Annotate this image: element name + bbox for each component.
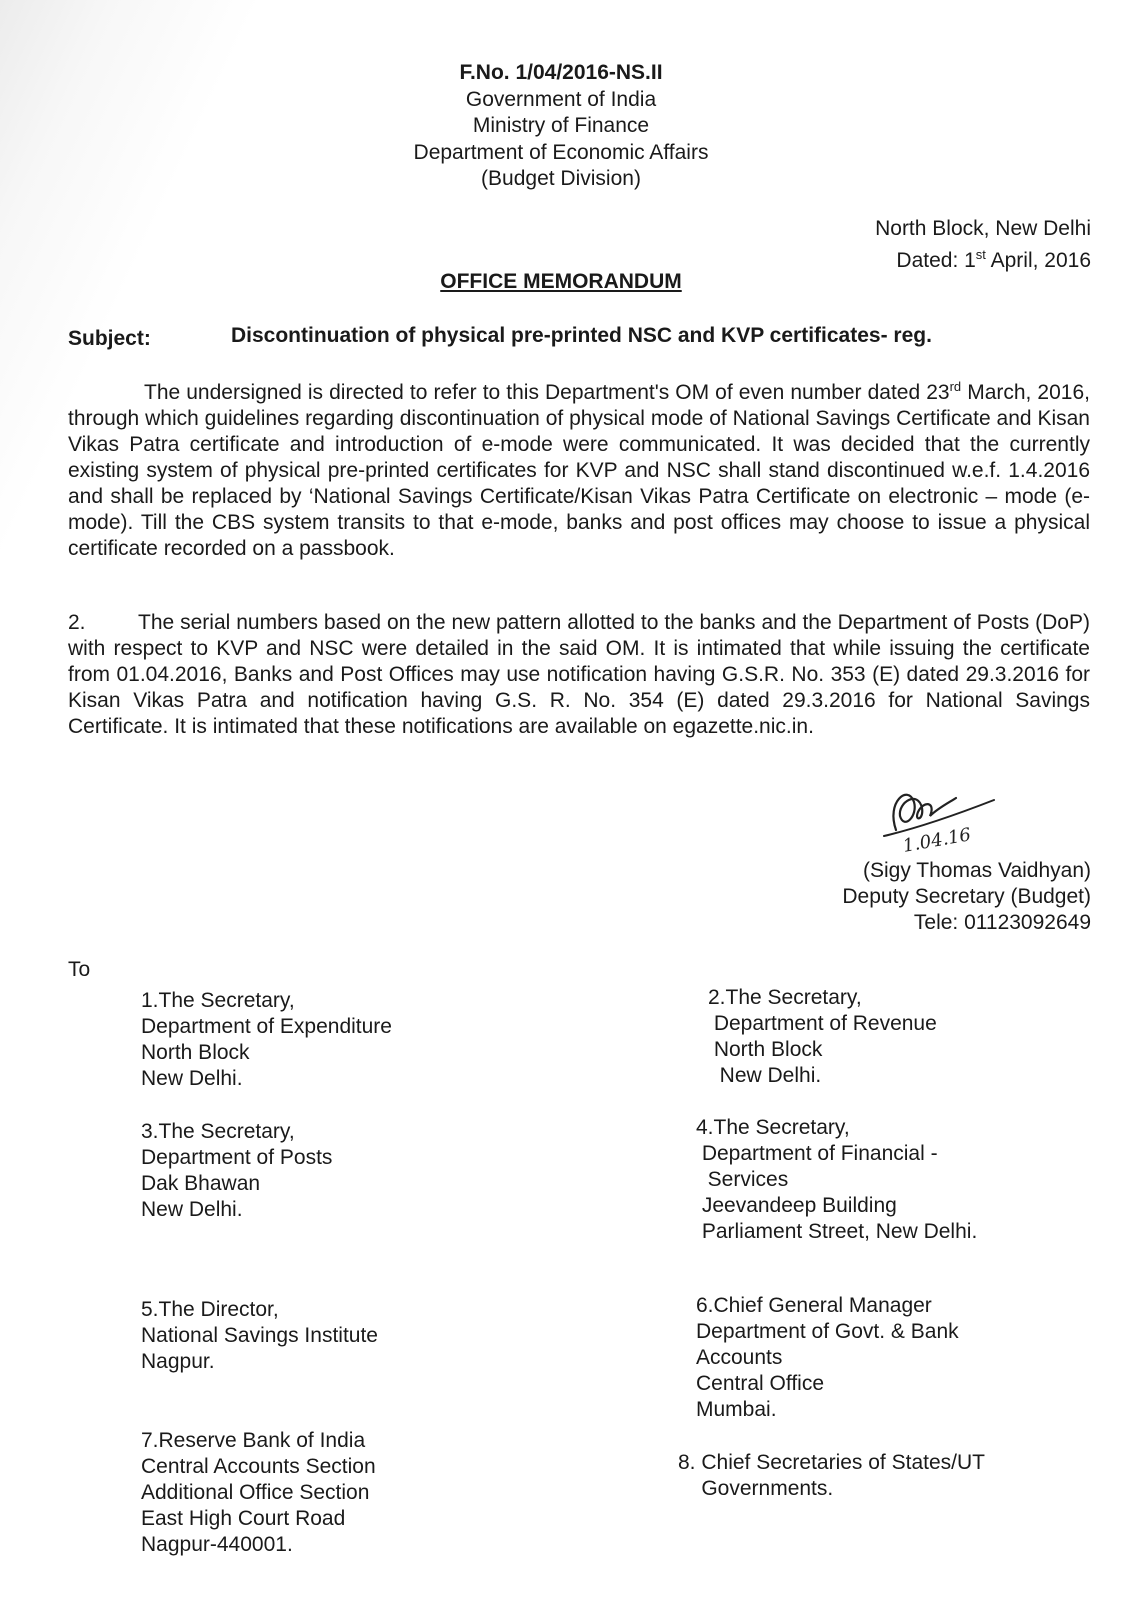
addressee-5: 5.The Director, National Savings Institute Nagpur. (141, 1298, 378, 1373)
signature-date: 1.04.16 (901, 824, 973, 857)
addressee-6: 6.Chief General Manager Department of Govt. & Bank Accounts Central Office Mumbai. (696, 1294, 959, 1421)
place-date-block (875, 216, 1091, 274)
signatory-designation: Deputy Secretary (Budget) (842, 885, 1091, 908)
addressee-7: 7.Reserve Bank of India Central Accounts Section Additional Office Section East High Court Road Nagpur-440001. (141, 1429, 376, 1556)
letterhead (0, 60, 1122, 193)
signatory-block (842, 858, 1091, 936)
addressee-4: 4.The Secretary, Department of Financial - Services Jeevandeep Building Parliament Street, New Delhi. (696, 1116, 978, 1243)
letterhead-line-4: (Budget Division) (481, 167, 641, 190)
paragraph-1-sup: rd (949, 379, 962, 394)
letterhead-line-1: Government of India (465, 87, 657, 111)
letterhead-line-3: Department of Economic Affairs (413, 140, 709, 164)
signatory-phone: Tele: 01123092649 (913, 911, 1091, 934)
letterhead-line-2: Ministry of Finance (472, 114, 650, 137)
place: North Block, New Delhi (875, 217, 1091, 240)
addressee-8: 8. Chief Secretaries of States/UT Governments. (678, 1451, 985, 1500)
paragraph-1 (68, 374, 1090, 562)
addressee-3: 3.The Secretary, Department of Posts Dak Bhawan New Delhi. (141, 1120, 333, 1221)
subject-text: Discontinuation of physical pre-printed NSC and KVP certificates- reg. (231, 324, 932, 347)
to-label: To (68, 958, 91, 981)
addressee-1: 1.The Secretary, Department of Expenditure North Block New Delhi. (141, 989, 392, 1090)
addressee-2: 2.The Secretary, Department of Revenue North Block New Delhi. (708, 986, 937, 1087)
paragraph-2-number: 2. (68, 611, 86, 634)
paragraph-1-part-2: March, 2016, through which guidelines regarding discontinuation of physical mode of National Savings Certificate and Kisan Vikas Patra certificate and introduction of e-mode were communicated. It was decided that the currently existing system of physical pre-printed certificates for KVP and NSC shall stand discontinued w.e.f. 1.4.2016 and shall be replaced by ‘National Savings Certificate/Kisan Vikas Patra Certificate on electronic – mode (e-mode). Till the CBS system transits to that e-mode, banks and post offices may choose to issue a physical certificate recorded on a passbook. (68, 381, 1090, 560)
file-number: F.No. 1/04/2016-NS.II (459, 61, 663, 84)
memo-title: OFFICE MEMORANDUM (440, 270, 682, 293)
subject-label: Subject: (68, 327, 151, 350)
paragraph-2-text: The serial numbers based on the new pattern allotted to the banks and the Department of Posts (DoP) with respect to KVP and NSC were detailed in the said OM. It is intimated that while issuing the certificate from 01.04.2016, Banks and Post Offices may use notification having G.S.R. No. 353 (E) dated 29.3.2016 for Kisan Vikas Patra and notification having G.S. R. No. 354 (E) dated 29.3.2016 for National Savings Certificate. It is intimated that these notifications are available on egazette.nic.in. (68, 611, 1090, 738)
date-suffix: April, 2016 (985, 249, 1091, 272)
paragraph-1-part-1: The undersigned is directed to refer to this Department's OM of even number dated 23 (144, 381, 950, 404)
paragraph-2 (68, 610, 1090, 740)
signatory-name: (Sigy Thomas Vaidhyan) (863, 859, 1091, 882)
date-sup: st (975, 247, 986, 262)
date-prefix: Dated: 1 (896, 249, 976, 272)
handwritten-signature (878, 772, 1018, 872)
